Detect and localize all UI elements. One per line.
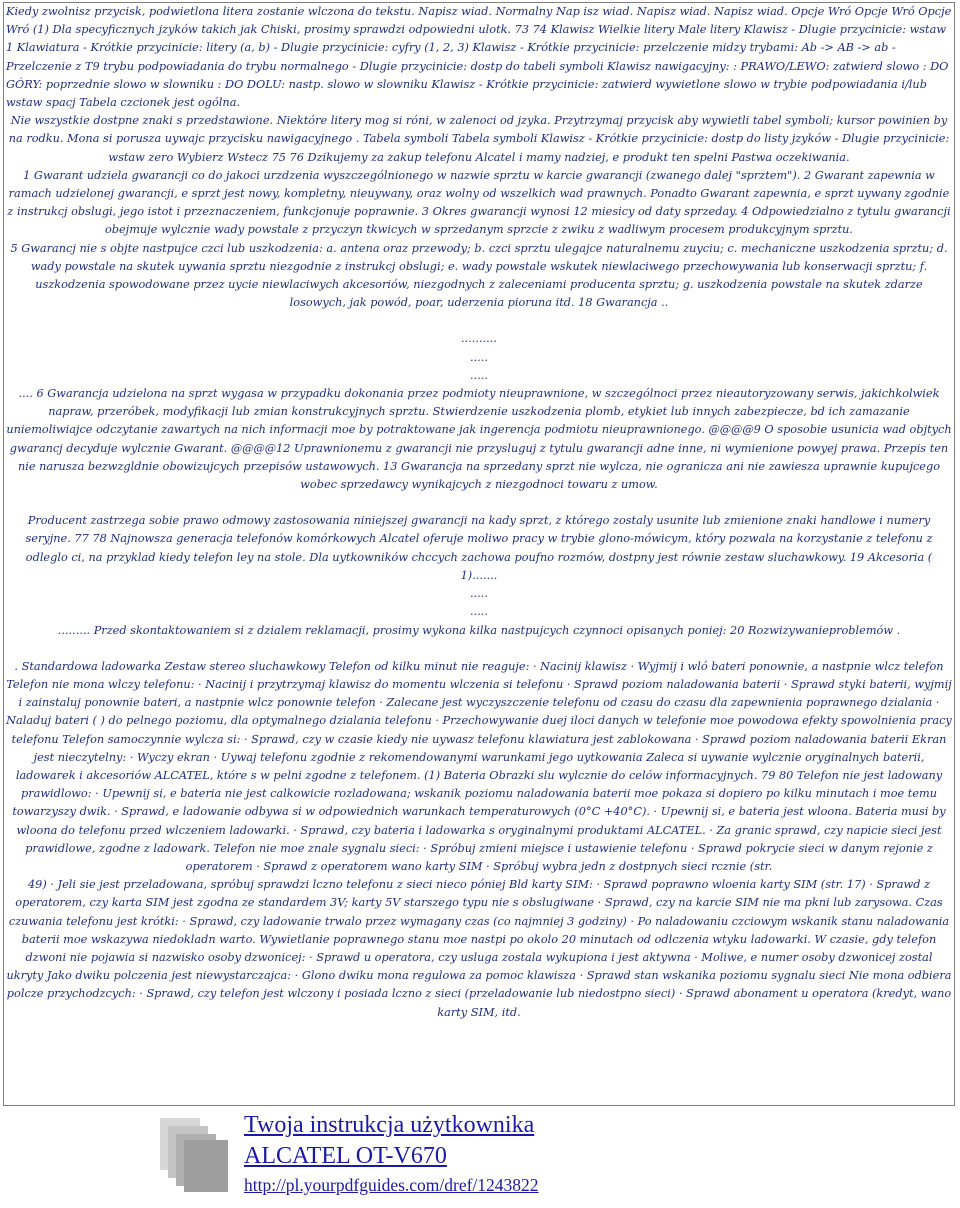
ellipsis-line: .....	[470, 350, 488, 364]
ellipsis-line: ..........	[461, 332, 497, 346]
ellipsis-line: .....	[470, 605, 488, 619]
footer-title-line2[interactable]: ALCATEL OT-V670	[244, 1143, 447, 1169]
paragraph-warranty-5: 5 Gwarancj nie s objte nastpujce czci lub uszkodzenia: a. antena oraz przewody; b. czci sprztu ulegajce naturalnemu zuyciu; c. mechaniczne uszkodzenia sprztu; d. wady powstale na skutek uywania sprztu niezgodnie z instrukcj obslugi; e. wady powstale wskutek niewlaciwego przechowywania lub konserwacji sprztu; f. uszkodzenia spowodowane przez uycie niewlaciwych akcesoriów, niezgodnych z zaleceniami producenta sprztu; g. uszkodzenia powstale na skutek zdarze losowych, jak powód, poar, uderzenia pioruna itd. 18 Gwarancja ..	[10, 241, 948, 310]
paragraph-symbols: Nie wszystkie dostpne znaki s przedstawione. Niektóre litery mog si róni, w zalenoci od jzyka. Przytrzymaj przycisk aby wywietli tabel symboli; kursor powinien by na rodku. Mona si porusza uywajc przycisku nawigacyjnego . Tabela symboli Tabela symboli Klawisz - Krótkie przycinicie: dostp do listy jzyków - Dlugie przycinicie: wstaw zero Wybierz Wstecz 75 76 Dzikujemy za zakup telefonu Alcatel i mamy nadziej, e produkt ten spelni Pastwa oczekiwania.	[8, 114, 950, 164]
ellipsis-line: .....	[470, 368, 488, 382]
paragraph-warranty-1: 1 Gwarant udziela gwarancji co do jakoci urzdzenia wyszczególnionego w nazwie sprztu w karcie gwarancji (zwanego dalej "sprztem"). 2 Gwarant zapewnia w ramach udzielonej gwarancji, e sprzt jest nowy, kompletny, nieuywany, oraz wolny od wszelkich wad prawnych. Ponadto Gwarant zapewnia, e sprzt uywany zgodnie z instrukcj obslugi, jego istot i przeznaczeniem, funkcjonuje poprawnie. 3 Okres gwarancji wynosi 12 miesicy od daty sprzeday. 4 Odpowiedzialno z tytulu gwarancji obejmuje wylcznie wady powstale z przyczyn tkwicych w sprzedanym sprzcie z zwiku z wadliwym procesem produkcyjnym sprztu.	[7, 168, 951, 237]
footer-url-link[interactable]: http://pl.yourpdfguides.com/dref/1243822	[244, 1175, 539, 1195]
stacked-pages-logo-icon	[158, 1112, 232, 1194]
footer-text	[244, 1110, 539, 1198]
paragraph-keyboard: Kiedy zwolnisz przycisk, podwietlona litera zostanie wlczona do tekstu. Napisz wiad. Normalny Nap isz wiad. Napisz wiad. Napisz wiad. Opcje Wró Opcje Wró Opcje Wró (1) Dla specyficznych jzyków takich jak Chiski, prosimy sprawdzi odpowiedni ulotk. 73 74 Klawisz Wielkie litery Male litery Klawisz - Dlugie przycinicie: wstaw 1 Klawiatura - Krótkie przycinicie: litery (a, b) - Dlugie przycinicie: cyfry (1, 2, 3) Klawisz - Krótkie przycinicie: przelczenie midzy trybami: Ab -> AB -> ab - Przelczenie z T9 trybu podpowiadania do trybu normalnego - Dlugie przycinicie: dostp do tabeli symboli Klawisz nawigacyjny: : PRAWO/LEWO: zatwierd slowo : DO GÓRY: poprzednie slowo w slowniku : DO DOLU: nastp. slowo w slowniku Klawisz - Krótkie przycinicie: zatwierd wywietlone slowo w trybie podpowiadania i/lub wstaw spacj Tabela czcionek jest ogólna.	[6, 5, 952, 110]
paragraph-troubleshooting: . Standardowa ladowarka Zestaw stereo sluchawkowy Telefon od kilku minut nie reaguje: · Nacinij klawisz · Wyjmij i wló bateri ponownie, a nastpnie wlcz telefon Telefon nie mona wlczy telefonu: · Nacinij i przytrzymaj klawisz do momentu wlczenia si telefonu · Sprawd poziom naladowania baterii · Sprawd styki baterii, wyjmij i zainstaluj ponownie bateri, a nastpnie wlcz ponownie telefon · Zalecane jest wyczyszczenie telefonu od czasu do czasu dla zapewnienia poprawnego dzialania · Naladuj bateri ( ) do pelnego poziomu, dla optymalnego dzialania telefonu · Przechowywanie duej iloci danych w telefonie moe powodowa efekty spowolnienia pracy telefonu Telefon samoczynnie wylcza si: · Sprawd, czy w czasie kiedy nie uywasz telefonu klawiatura jest zablokowana · Sprawd poziom naladowania baterii Ekran jest nieczytelny: · Wyczy ekran · Uywaj telefonu zgodnie z rekomendowanymi warunkami jego uytkowania Zaleca si uywanie wylcznie oryginalnych baterii, ladowarek i akcesoriów ALCATEL, które s w pelni zgodne z telefonem. (1) Bateria Obrazki slu wylcznie do celów informacyjnych. 79 80 Telefon nie jest ladowany prawidlowo: · Upewnij si, e bateria nie jest calkowicie rozladowana; wskanik poziomu naladowania baterii moe pokaza si dopiero po kilku minutach i moe temu towarzyszy dwik. · Sprawd, e ladowanie odbywa si w odpowiednich warunkach temperaturowych (0°C +40°C). · Upewnij si, e bateria jest wloona. Bateria musi by wloona do telefonu przed wlczeniem ladowarki. · Sprawd, czy bateria i ladowarka s oryginalnymi produktami ALCATEL. · Za granic sprawd, czy napicie sieci jest prawidlowe, zgodne z ladowark. Telefon nie moe znale sygnalu sieci: · Spróbuj zmieni miejsce i ustawienie telefonu · Sprawd pokrycie sieci w danym rejonie z operatorem · Sprawd z operatorem wano karty SIM · Spróbuj wybra jedn z dostpnych sieci rcznie (str.	[6, 659, 952, 873]
spacer	[6, 640, 952, 658]
paragraph-complaints: ......... Przed skontaktowaniem si z dzialem reklamacji, prosimy wykona kilka nastpujcych czynnoci opisanych poniej: 20 Rozwizywanieproblemów .	[57, 623, 901, 637]
paragraph-warranty-6: .... 6 Gwarancja udzielona na sprzt wygasa w przypadku dokonania przez podmioty nieuprawnione, w szczególnoci przez nieautoryzowany serwis, jakichkolwiek napraw, przeróbek, modyfikacji lub zmian konstrukcyjnych sprztu. Stwierdzenie uszkodzenia plomb, etykiet lub innych zabezpiecze, bd ich zamazanie uniemoliwiajce odczytanie zawartych na nich informacji moe by potraktowane jak ingerencja podmiotu nieuprawnionego. @@@@9 O sposobie usunicia wad objtych gwarancj decyduje wylcznie Gwarant. @@@@12 Uprawnionemu z gwarancji nie przysluguj z tytulu gwarancji adne inne, ni wymienione powyej prawa. Przepis ten nie narusza bezwzgldnie obowizujcych przepisów ustawowych. 13 Gwarancja na sprzedany sprzt nie wylcza, nie ogranicza ani nie zawiesza uprawnie kupujcego wobec sprzedawcy wynikajcych z niezgodnoci towaru z umow.	[6, 387, 952, 492]
document-body	[3, 2, 955, 1106]
paragraph-producer: Producent zastrzega sobie prawo odmowy zastosowania niniejszej gwarancji na kady sprzt, z którego zostaly usunite lub zmienione znaki handlowe i numery seryjne. 77 78 Najnowsza generacja telefonów komórkowych Alcatel oferuje moliwo pracy w trybie glono-mówicym, który pozwala na korzystanie z telefonu z odleglo ci, na przyklad kiedy telefon ley na stole. Dla uytkowników chccych zachowa poufno rozmów, dostpny jest równie zestaw sluchawkowy. 19 Akcesoria ( 1).......	[25, 514, 933, 582]
footer-title-line1[interactable]: Twoja instrukcja użytkownika	[244, 1112, 535, 1138]
spacer	[6, 312, 952, 330]
ellipsis-line: .....	[470, 587, 488, 601]
paragraph-troubleshooting-cont: 49) · Jeli sie jest przeladowana, spróbuj sprawdzi lczno telefonu z sieci nieco póniej Bld karty SIM: · Sprawd poprawno wloenia karty SIM (str. 17) · Sprawd z operatorem, czy karta SIM jest zgodna ze standardem 3V; karty 5V starszego typu nie s obslugiwane · Sprawd, czy na karcie SIM nie ma pkni lub zarysowa. Czas czuwania telefonu jest krótki: · Sprawd, czy ladowanie trwalo przez wymagany czas (co najmniej 3 godziny) · Po naladowaniu czciowym wskanik stanu naladowania baterii moe wskazywa niedokladn warto. Wywietlanie poprawnego stanu moe nastpi po okolo 20 minutach od odlczenia wtyku ladowarki. W czasie, gdy telefon dzwoni nie pojawia si nazwisko osoby dzwonicej: · Sprawd u operatora, czy usluga zostala wykupiona i jest aktywna · Moliwe, e numer osoby dzwonicej zostal ukryty Jako dwiku polczenia jest niewystarczajca: · Glono dwiku mona regulowa za pomoc klawisza · Sprawd stan wskanika poziomu sygnalu sieci Nie mona odbiera polcze przychodzcych: · Sprawd, czy telefon jest wlczony i posiada lczno z sieci (przeladowanie lub niedostpno sieci) · Sprawd abonament u operatora (kredyt, wano karty SIM, itd.	[6, 878, 952, 1019]
spacer	[6, 494, 952, 512]
footer	[158, 1110, 948, 1196]
